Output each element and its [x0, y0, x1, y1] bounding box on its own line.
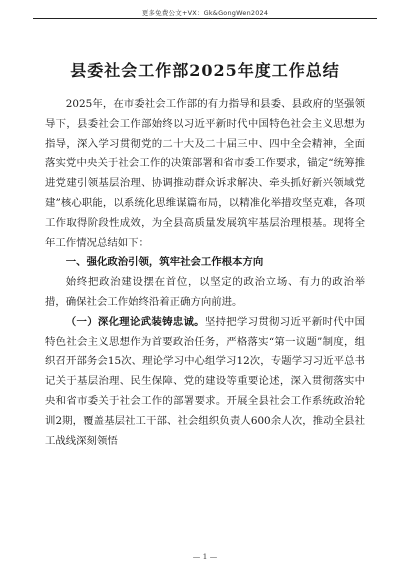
subsection-1-text: 坚持把学习贯彻习近平新时代中国特色社会主义思想作为首要政治任务，严格落实“第一议题”制度，组织召开部务会15次、理论学习中心组学习12次，专题学习习近平总书记关于基层治理、民生保障、党的建设等重要论述，深入贯彻落实中央和省市委关于社会工作的部署要求。开展全县社会工作系统政治轮训2期，覆盖基层社工干部、社会组织负责人600余人次，推动全县社工战线深刻领悟: [45, 315, 366, 447]
page-number: — 1 —: [192, 552, 218, 561]
header-divider: [33, 18, 377, 19]
section-1-heading: 一、强化政治引领，筑牢社会工作根本方向: [65, 256, 264, 269]
subsection-1-heading: （一）深化理论武装铸忠诚。: [65, 315, 205, 328]
header-promo-text: 更多免费公文+VX：Gk&GongWen2024: [141, 9, 269, 17]
document-title: 县委社会工作部2025年度工作总结: [70, 61, 340, 80]
page-header: [0, 0, 410, 22]
intro-paragraph: 2025年，在市委社会工作部的有力指导和县委、县政府的坚强领导下，县委社会工作部始终以习近平新时代中国特色社会主义思想为指导，深入学习贯彻党的二十大及二十届三中、四中全会精神，全面落实党中央关于社会工作的决策部署和省市委工作要求，锚定“统筹推进党建引领基层治理、协调推动群众诉求解决、牵头抓好新兴领域党建”核心职能，以系统化思维谋篇布局，以精准化举措攻坚克难，各项工作取得阶段性成效，为全县高质量发展筑牢基层治理根基。现将全年工作情况总结如下：: [45, 98, 365, 249]
document-body: [45, 95, 365, 451]
section-1-paragraph: 始终把政治建设摆在首位，以坚定的政治立场、有力的政治举措，确保社会工作始终沿着正确方向前进。: [45, 276, 365, 308]
subsection-1-paragraph: [45, 313, 365, 452]
